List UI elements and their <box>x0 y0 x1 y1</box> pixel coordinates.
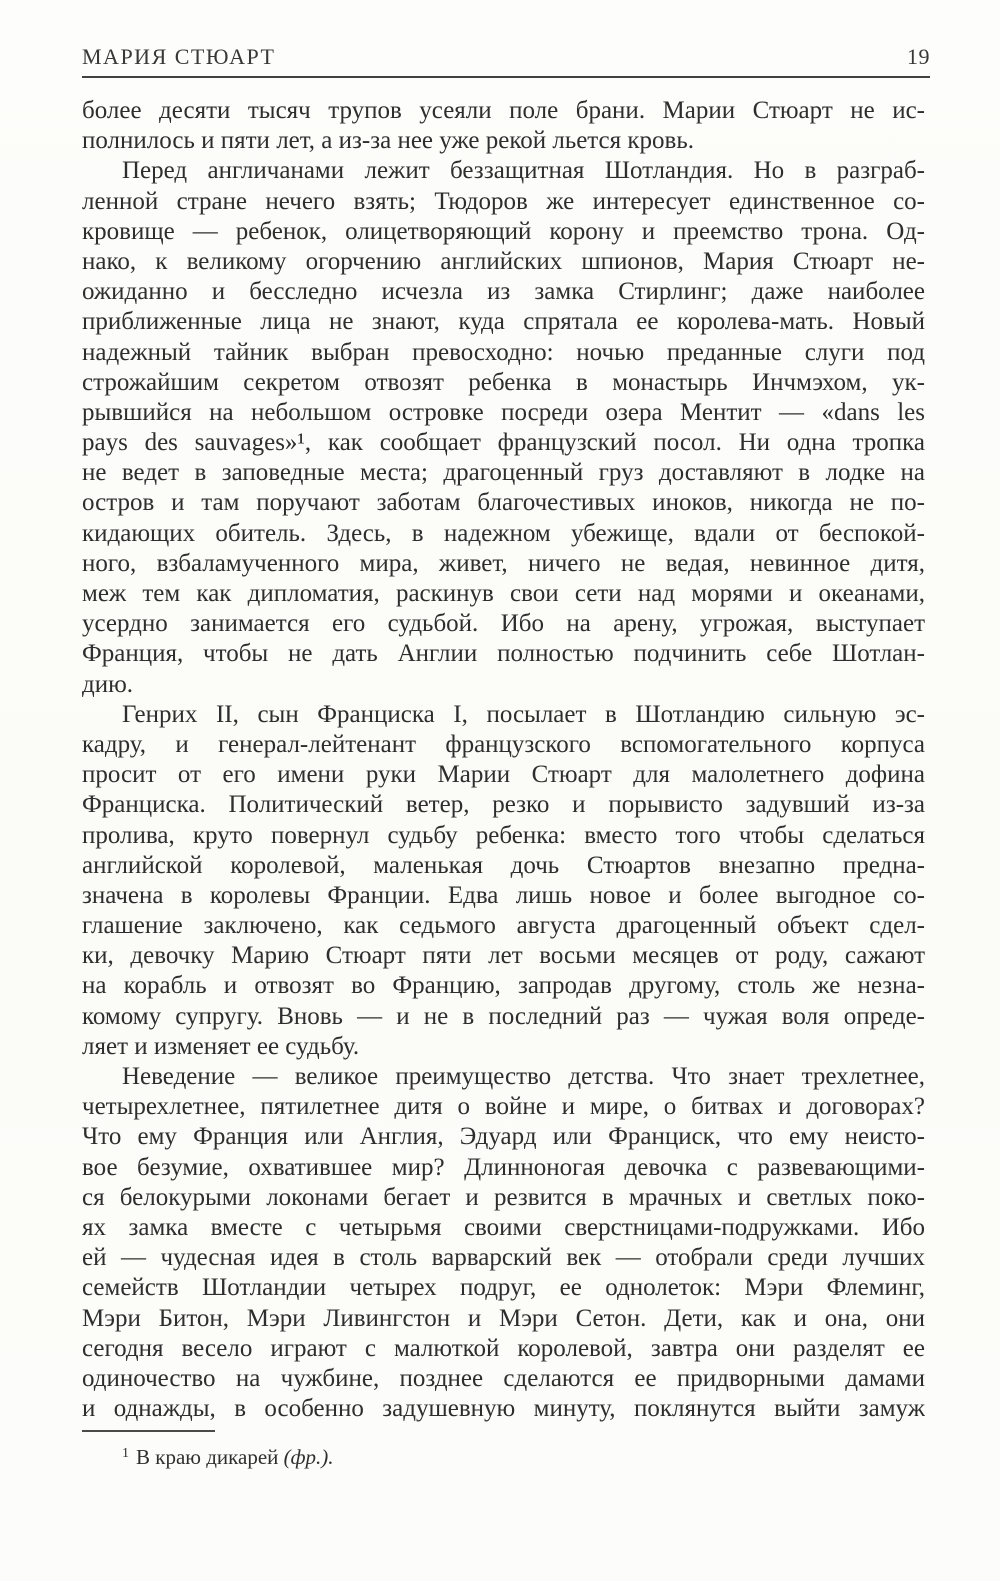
text-line: просит от его имени руки Марии Стюарт для малолетнего дофина <box>82 761 925 789</box>
text-line: Что ему Франция или Англия, Эдуард или Франциск, что ему неисто- <box>82 1123 925 1151</box>
text-line: английской королевой, маленькая дочь Стюартов внезапно предна- <box>82 851 925 879</box>
text-line: ей — чудесная идея в столь варварский век — отобрали среди лучших <box>82 1244 925 1272</box>
header-rule <box>82 76 930 78</box>
text-line: на корабль и отвозят во Францию, запродав другому, столь же незна- <box>82 972 925 1000</box>
text-line: вое безумие, охватившее мир? Длинноногая девочка с развевающими- <box>82 1153 925 1181</box>
text-line: ки, девочку Марию Стюарт пяти лет восьми месяцев от роду, сажают <box>82 942 925 970</box>
text-line: кадру, и генерал-лейтенант французского вспомогательного корпуса <box>82 730 925 758</box>
text-line: усердно занимается его судьбой. Ибо на арену, угрожая, выступает <box>82 610 925 638</box>
text-line: ожиданно и бесследно исчезла из замка Стирлинг; даже наиболее <box>82 278 925 306</box>
text-line: кидающих обитель. Здесь, в надежном убежище, вдали от беспокой- <box>82 519 925 547</box>
text-line: ляет и изменяет ее судьбу. <box>82 1032 360 1060</box>
text-line: Франциска. Политический ветер, резко и порывисто задувший из-за <box>82 791 925 819</box>
footnote <box>82 1444 925 1474</box>
text-line: приближенные лица не знают, куда спрятала ее королева-мать. Новый <box>82 308 925 336</box>
text-line: ленной стране нечего взять; Тюдоров же интересует единственное со- <box>82 187 925 215</box>
text-line: кровище — ребенок, олицетворяющий корону и преемство трона. Од- <box>82 217 925 245</box>
text-line: остров и там поручают заботам благочестивых иноков, никогда не по- <box>82 489 925 517</box>
text-line: Франция, чтобы не дать Англии полностью подчинить себе Шотлан- <box>82 640 925 668</box>
text-line: рывшийся на небольшом островке посреди озера Ментит — «dans les <box>82 398 925 426</box>
page-number: 19 <box>907 44 930 69</box>
text-line: семейств Шотландии четырех подруг, ее однолеток: Мэри Флеминг, <box>82 1274 925 1302</box>
text-line: Перед англичанами лежит беззащитная Шотландия. Но в разграб- <box>122 157 925 185</box>
footnote-language-note: (фр.). <box>283 1445 334 1469</box>
text-line: строжайшим секретом отвозят ребенка в монастырь Инчмэхом, ук- <box>82 368 925 396</box>
footnote-marker: 1 <box>122 1446 129 1461</box>
footnote-rule <box>82 1430 215 1432</box>
page-body <box>82 96 925 1424</box>
text-line: сегодня весело играют с малюткой королевой, завтра они разделят ее <box>82 1334 925 1362</box>
text-line: более десяти тысяч трупов усеяли поле брани. Марии Стюарт не ис- <box>82 97 925 124</box>
text-line: не ведет в заповедные места; драгоценный груз доставляют в лодке на <box>82 459 925 487</box>
text-line: pays des sauvages»¹, как сообщает французский посол. Ни одна тропка <box>82 429 925 457</box>
text-line: одиночество на чужбине, позднее сделаются ее придворными дамами <box>82 1364 925 1392</box>
text-line: комому супругу. Вновь — и не в последний раз — чужая воля опреде- <box>82 1002 925 1030</box>
footnote-text: В краю дикарей <box>136 1445 284 1469</box>
text-line: глашение заключено, как седьмого августа драгоценный объект сдел- <box>82 912 925 940</box>
page-title: МАРИЯ СТЮАРТ <box>82 44 276 69</box>
text-line: Мэри Битон, Мэри Ливингстон и Мэри Сетон. Дети, как и она, они <box>82 1304 925 1332</box>
text-line: ного, взбаламученного мира, живет, ничего не ведая, невинное дитя, <box>82 549 925 577</box>
text-line: и однажды, в особенно задушевную минуту, поклянутся выйти замуж <box>82 1395 925 1423</box>
text-line: меж тем как дипломатия, раскинув свои сети над морями и океанами, <box>82 580 925 607</box>
text-line: нако, к великому огорчению английских шпионов, Мария Стюарт не- <box>82 247 925 275</box>
text-line: дию. <box>82 670 134 698</box>
text-line: четырехлетнее, пятилетнее дитя о войне и мире, о битвах и договорах? <box>82 1093 925 1121</box>
text-line: Генрих II, сын Франциска I, посылает в Шотландию сильную эс- <box>122 700 925 728</box>
text-line: Неведение — великое преимущество детства. Что знает трехлетнее, <box>122 1063 925 1090</box>
text-line: пролива, круто повернул судьбу ребенка: вместо того чтобы сделаться <box>82 821 925 849</box>
text-line: ях замка вместе с четырьмя своими сверстницами-подружками. Ибо <box>82 1213 925 1241</box>
text-line: ся белокурыми локонами бегает и резвится в мрачных и светлых поко- <box>82 1183 925 1211</box>
text-line: значена в королевы Франции. Едва лишь новое и более выгодное со- <box>82 881 925 909</box>
text-line: надежный тайник выбран превосходно: ночью преданные слуги под <box>82 338 925 366</box>
text-line: полнилось и пяти лет, а из-за нее уже рекой льется кровь. <box>82 127 694 155</box>
running-header <box>82 44 930 70</box>
